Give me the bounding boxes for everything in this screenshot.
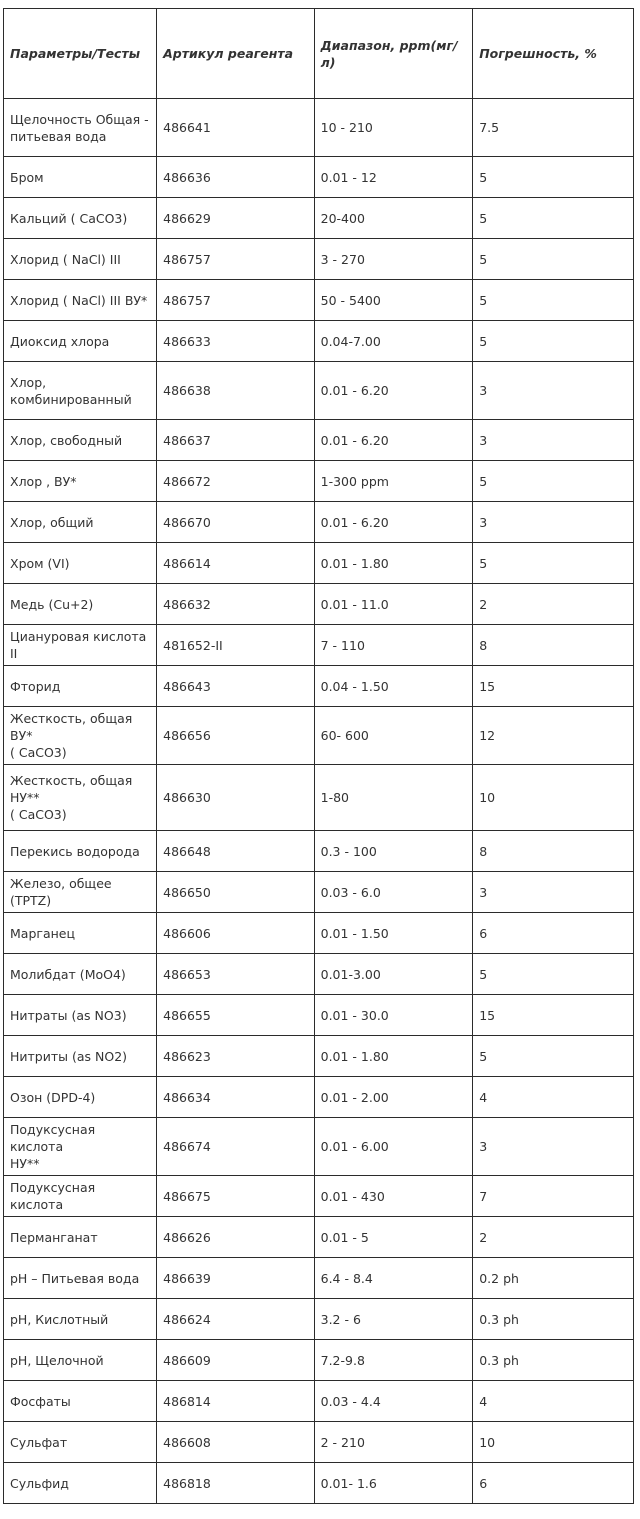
cell-article [157, 1258, 315, 1299]
cell-param-text: Хлор , ВУ* [10, 473, 77, 489]
cell-error [473, 1258, 634, 1299]
cell-error-text: 0.3 ph [479, 1352, 519, 1368]
cell-param-text: Хлор, общий [10, 514, 94, 530]
cell-param [4, 1036, 157, 1077]
cell-param-text: pH, Щелочной [10, 1352, 104, 1368]
cell-error-text: 7 [479, 1188, 488, 1204]
cell-article [157, 1463, 315, 1504]
header-error: Погрешность, % [473, 9, 634, 99]
table-row [4, 1340, 634, 1381]
table-row [4, 1176, 634, 1217]
table-row [4, 461, 634, 502]
table-row [4, 831, 634, 872]
cell-article-text: 486672 [163, 473, 211, 489]
cell-error [473, 995, 634, 1036]
cell-param [4, 1422, 157, 1463]
cell-range-text: 0.01-3.00 [320, 966, 381, 982]
cell-param-text: Подуксусная кислота [10, 1180, 96, 1212]
cell-range [314, 954, 473, 995]
cell-error [473, 913, 634, 954]
cell-article [157, 1299, 315, 1340]
cell-article [157, 198, 315, 239]
table-row [4, 198, 634, 239]
header-range: Диапазон, ppm(мг/л) [314, 9, 473, 99]
cell-error [473, 1118, 634, 1176]
cell-article [157, 913, 315, 954]
cell-article [157, 1217, 315, 1258]
table-row [4, 362, 634, 420]
cell-param [4, 157, 157, 198]
cell-range-text: 0.3 - 100 [320, 843, 377, 859]
cell-error [473, 831, 634, 872]
cell-error [473, 1217, 634, 1258]
cell-param [4, 765, 157, 831]
cell-range [314, 157, 473, 198]
cell-param [4, 954, 157, 995]
cell-range-text: 0.01 - 5 [320, 1229, 369, 1245]
cell-range [314, 362, 473, 420]
cell-range [314, 1036, 473, 1077]
cell-param-text: Хлор, свободный [10, 432, 123, 448]
cell-article-text: 486641 [163, 120, 211, 135]
cell-article-text: 486757 [163, 292, 211, 308]
table-row [4, 1381, 634, 1422]
cell-range [314, 707, 473, 765]
cell-article [157, 1381, 315, 1422]
table-row [4, 954, 634, 995]
cell-range-text: 1-300 ppm [320, 473, 389, 489]
cell-range [314, 1077, 473, 1118]
cell-range-text: 0.01 - 1.80 [320, 1048, 389, 1064]
cell-param [4, 995, 157, 1036]
cell-range [314, 1299, 473, 1340]
cell-article [157, 666, 315, 707]
cell-range-text: 10 - 210 [320, 120, 373, 135]
cell-param [4, 420, 157, 461]
cell-range-text: 2 - 210 [320, 1434, 365, 1450]
cell-article-text: 486614 [163, 555, 211, 571]
cell-range-text: 0.01 - 12 [320, 169, 377, 185]
cell-range-text: 0.01- 1.6 [320, 1475, 377, 1491]
header-article: Артикул реагента [157, 9, 315, 99]
cell-error-text: 5 [479, 292, 488, 308]
cell-error-text: 8 [479, 637, 488, 653]
cell-param-text: Сульфид [10, 1475, 69, 1491]
header-row [4, 9, 634, 99]
cell-error [473, 625, 634, 666]
cell-range-text: 0.01 - 6.20 [320, 383, 389, 398]
cell-error [473, 1340, 634, 1381]
cell-article [157, 1036, 315, 1077]
cell-param [4, 584, 157, 625]
cell-error-text: 5 [479, 169, 488, 185]
table-row [4, 99, 634, 157]
cell-article [157, 157, 315, 198]
cell-article [157, 1422, 315, 1463]
cell-param-text: pH, Кислотный [10, 1311, 109, 1327]
cell-param-text: Жесткость, общая ВУ* ( CaCO3) [10, 711, 133, 760]
cell-article [157, 707, 315, 765]
cell-param [4, 872, 157, 913]
cell-param-text: pH – Питьевая вода [10, 1270, 140, 1286]
cell-param-text: Хлор, комбинированный [10, 374, 132, 407]
cell-article [157, 765, 315, 831]
cell-article [157, 1176, 315, 1217]
cell-range [314, 198, 473, 239]
cell-range-text: 0.01 - 11.0 [320, 596, 389, 612]
cell-range [314, 1258, 473, 1299]
cell-error [473, 502, 634, 543]
cell-error [473, 321, 634, 362]
cell-error-text: 5 [479, 555, 488, 571]
table-row [4, 239, 634, 280]
cell-error [473, 707, 634, 765]
cell-range-text: 0.03 - 6.0 [320, 884, 381, 900]
cell-error-text: 4 [479, 1089, 488, 1105]
header-param: Параметры/Тесты [4, 9, 157, 99]
cell-range [314, 99, 473, 157]
table-row [4, 502, 634, 543]
cell-article [157, 872, 315, 913]
table-body [4, 99, 634, 1504]
reagent-table [3, 8, 634, 1504]
cell-param [4, 1217, 157, 1258]
table-row [4, 1077, 634, 1118]
cell-param-text: Медь (Cu+2) [10, 596, 94, 612]
cell-article [157, 625, 315, 666]
cell-error-text: 5 [479, 1048, 488, 1064]
cell-range [314, 584, 473, 625]
cell-range-text: 0.01 - 6.00 [320, 1139, 389, 1154]
cell-article-text: 486655 [163, 1007, 211, 1023]
cell-error-text: 10 [479, 790, 496, 805]
table-row [4, 625, 634, 666]
cell-article [157, 831, 315, 872]
cell-param-text: Жесткость, общая НУ** ( CaCO3) [10, 773, 133, 822]
cell-range [314, 872, 473, 913]
cell-param [4, 1077, 157, 1118]
cell-range-text: 3 - 270 [320, 251, 365, 267]
cell-range-text: 60- 600 [320, 728, 369, 743]
cell-article [157, 954, 315, 995]
cell-article-text: 486632 [163, 596, 211, 612]
cell-param [4, 831, 157, 872]
cell-error-text: 0.3 ph [479, 1311, 519, 1327]
cell-error-text: 6 [479, 1475, 488, 1491]
cell-param [4, 502, 157, 543]
cell-article-text: 486656 [163, 728, 211, 743]
cell-param [4, 625, 157, 666]
cell-range [314, 625, 473, 666]
cell-param [4, 280, 157, 321]
cell-article-text: 486629 [163, 210, 211, 226]
cell-article [157, 584, 315, 625]
cell-range-text: 6.4 - 8.4 [320, 1270, 373, 1286]
cell-param [4, 1299, 157, 1340]
cell-range-text: 7.2-9.8 [320, 1352, 365, 1368]
cell-article-text: 486814 [163, 1393, 211, 1409]
cell-range-text: 1-80 [320, 790, 349, 805]
cell-error-text: 5 [479, 251, 488, 267]
table-row [4, 584, 634, 625]
cell-article-text: 486606 [163, 925, 211, 941]
cell-error [473, 872, 634, 913]
cell-error [473, 198, 634, 239]
cell-param-text: Хлорид ( NaCl) III [10, 251, 121, 267]
cell-param [4, 239, 157, 280]
cell-article-text: 486624 [163, 1311, 211, 1327]
cell-range-text: 0.01 - 430 [320, 1188, 385, 1204]
cell-article [157, 461, 315, 502]
cell-error-text: 5 [479, 473, 488, 489]
cell-range [314, 666, 473, 707]
cell-param-text: Марганец [10, 925, 75, 941]
cell-param-text: Хлорид ( NaCl) III ВУ* [10, 292, 148, 308]
cell-param [4, 1381, 157, 1422]
cell-error-text: 15 [479, 678, 496, 694]
cell-range [314, 502, 473, 543]
table-row [4, 420, 634, 461]
table-row [4, 765, 634, 831]
cell-error-text: 3 [479, 884, 488, 900]
cell-article-text: 486674 [163, 1139, 211, 1154]
cell-range-text: 0.04-7.00 [320, 333, 381, 349]
cell-range [314, 420, 473, 461]
cell-param-text: Перманганат [10, 1229, 98, 1245]
cell-range-text: 0.01 - 30.0 [320, 1007, 389, 1023]
cell-param [4, 913, 157, 954]
cell-article-text: 486630 [163, 790, 211, 805]
cell-error-text: 7.5 [479, 120, 500, 135]
cell-range-text: 20-400 [320, 210, 365, 226]
cell-error [473, 420, 634, 461]
cell-article-text: 486818 [163, 1475, 211, 1491]
cell-param-text: Хром (VI) [10, 555, 70, 571]
cell-range [314, 831, 473, 872]
cell-range [314, 1381, 473, 1422]
cell-error-text: 5 [479, 210, 488, 226]
cell-range [314, 1463, 473, 1504]
cell-param [4, 543, 157, 584]
cell-range-text: 0.03 - 4.4 [320, 1393, 381, 1409]
cell-article [157, 280, 315, 321]
table-row [4, 1299, 634, 1340]
cell-param-text: Нитраты (as NO3) [10, 1007, 127, 1023]
cell-param-text: Кальций ( CaCO3) [10, 210, 128, 226]
cell-error [473, 765, 634, 831]
cell-param [4, 1463, 157, 1504]
cell-error [473, 1176, 634, 1217]
cell-article-text: 486608 [163, 1434, 211, 1450]
cell-article [157, 502, 315, 543]
cell-article-text: 486670 [163, 514, 211, 530]
table-row [4, 872, 634, 913]
cell-error-text: 5 [479, 966, 488, 982]
cell-param-text: Озон (DPD-4) [10, 1089, 96, 1105]
table-row [4, 1217, 634, 1258]
cell-param-text: Молибдат (MoO4) [10, 966, 126, 982]
cell-error [473, 1077, 634, 1118]
cell-error-text: 4 [479, 1393, 488, 1409]
cell-range-text: 0.01 - 6.20 [320, 432, 389, 448]
cell-param-text: Нитриты (as NO2) [10, 1048, 128, 1064]
cell-error [473, 1463, 634, 1504]
cell-article-text: 486634 [163, 1089, 211, 1105]
cell-param-text: Фосфаты [10, 1393, 71, 1409]
cell-error-text: 6 [479, 925, 488, 941]
cell-article-text: 486650 [163, 884, 211, 900]
cell-article-text: 486636 [163, 169, 211, 185]
cell-error-text: 15 [479, 1007, 496, 1023]
cell-param-text: Перекись водорода [10, 843, 140, 859]
cell-error [473, 954, 634, 995]
cell-range [314, 543, 473, 584]
cell-param [4, 461, 157, 502]
cell-param [4, 707, 157, 765]
cell-range [314, 1118, 473, 1176]
cell-param-text: Фторид [10, 678, 61, 694]
cell-article-text: 486639 [163, 1270, 211, 1286]
cell-param-text: Сульфат [10, 1434, 68, 1450]
cell-error [473, 543, 634, 584]
table-row [4, 157, 634, 198]
cell-article-text: 486609 [163, 1352, 211, 1368]
cell-error-text: 8 [479, 843, 488, 859]
cell-article-text: 486757 [163, 251, 211, 267]
cell-article [157, 543, 315, 584]
cell-error-text: 5 [479, 333, 488, 349]
table-row [4, 280, 634, 321]
cell-range-text: 0.01 - 6.20 [320, 514, 389, 530]
cell-range-text: 50 - 5400 [320, 292, 381, 308]
cell-param [4, 1340, 157, 1381]
cell-article-text: 486643 [163, 678, 211, 694]
cell-article [157, 99, 315, 157]
cell-range [314, 239, 473, 280]
cell-error [473, 280, 634, 321]
cell-param [4, 99, 157, 157]
cell-article-text: 481652-II [163, 637, 223, 653]
cell-article [157, 995, 315, 1036]
cell-article-text: 486633 [163, 333, 211, 349]
cell-article [157, 1077, 315, 1118]
table-row [4, 666, 634, 707]
cell-error [473, 239, 634, 280]
cell-error-text: 10 [479, 1434, 496, 1450]
cell-param [4, 1118, 157, 1176]
cell-error [473, 1299, 634, 1340]
cell-param [4, 321, 157, 362]
cell-article-text: 486637 [163, 432, 211, 448]
cell-range [314, 1217, 473, 1258]
cell-range-text: 7 - 110 [320, 637, 365, 653]
cell-range [314, 913, 473, 954]
cell-article [157, 1340, 315, 1381]
cell-error-text: 3 [479, 432, 488, 448]
table-row [4, 321, 634, 362]
cell-range [314, 1340, 473, 1381]
cell-article-text: 486626 [163, 1229, 211, 1245]
cell-error-text: 12 [479, 728, 496, 743]
cell-param [4, 1258, 157, 1299]
table-row [4, 1422, 634, 1463]
cell-error-text: 2 [479, 1229, 488, 1245]
cell-range [314, 1176, 473, 1217]
cell-param-text: Подуксусная кислота НУ** [10, 1122, 96, 1171]
table-row [4, 543, 634, 584]
cell-param [4, 666, 157, 707]
cell-range [314, 765, 473, 831]
table-row [4, 1463, 634, 1504]
cell-article [157, 362, 315, 420]
cell-article-text: 486623 [163, 1048, 211, 1064]
cell-param-text: Диоксид хлора [10, 333, 110, 349]
cell-article [157, 1118, 315, 1176]
cell-error [473, 99, 634, 157]
table-row [4, 995, 634, 1036]
table-row [4, 707, 634, 765]
cell-range-text: 0.01 - 2.00 [320, 1089, 389, 1105]
cell-param-text: Железо, общее (TPTZ) [10, 876, 112, 908]
cell-article-text: 486638 [163, 383, 211, 398]
cell-article [157, 239, 315, 280]
cell-param [4, 362, 157, 420]
cell-error-text: 3 [479, 1139, 488, 1154]
cell-error-text: 0.2 ph [479, 1270, 519, 1286]
cell-error-text: 3 [479, 383, 488, 398]
cell-range-text: 0.04 - 1.50 [320, 678, 389, 694]
cell-article [157, 321, 315, 362]
cell-error-text: 3 [479, 514, 488, 530]
cell-error [473, 461, 634, 502]
cell-param-text: Бром [10, 169, 44, 185]
cell-range [314, 321, 473, 362]
cell-article-text: 486675 [163, 1188, 211, 1204]
cell-param-text: Щелочность Общая - питьевая вода [10, 111, 149, 144]
cell-param [4, 198, 157, 239]
table-row [4, 1118, 634, 1176]
cell-error [473, 362, 634, 420]
cell-range [314, 1422, 473, 1463]
table-row [4, 1036, 634, 1077]
cell-param-text: Циануровая кислота II [10, 629, 147, 661]
table-row [4, 913, 634, 954]
cell-article [157, 420, 315, 461]
cell-param [4, 1176, 157, 1217]
cell-range [314, 461, 473, 502]
cell-range-text: 3.2 - 6 [320, 1311, 361, 1327]
cell-article-text: 486648 [163, 843, 211, 859]
cell-error [473, 157, 634, 198]
cell-range-text: 0.01 - 1.80 [320, 555, 389, 571]
cell-error [473, 584, 634, 625]
cell-article-text: 486653 [163, 966, 211, 982]
cell-error [473, 1381, 634, 1422]
cell-range [314, 995, 473, 1036]
cell-error-text: 2 [479, 596, 488, 612]
cell-error [473, 666, 634, 707]
cell-range [314, 280, 473, 321]
cell-error [473, 1036, 634, 1077]
cell-error [473, 1422, 634, 1463]
table-row [4, 1258, 634, 1299]
cell-range-text: 0.01 - 1.50 [320, 925, 389, 941]
